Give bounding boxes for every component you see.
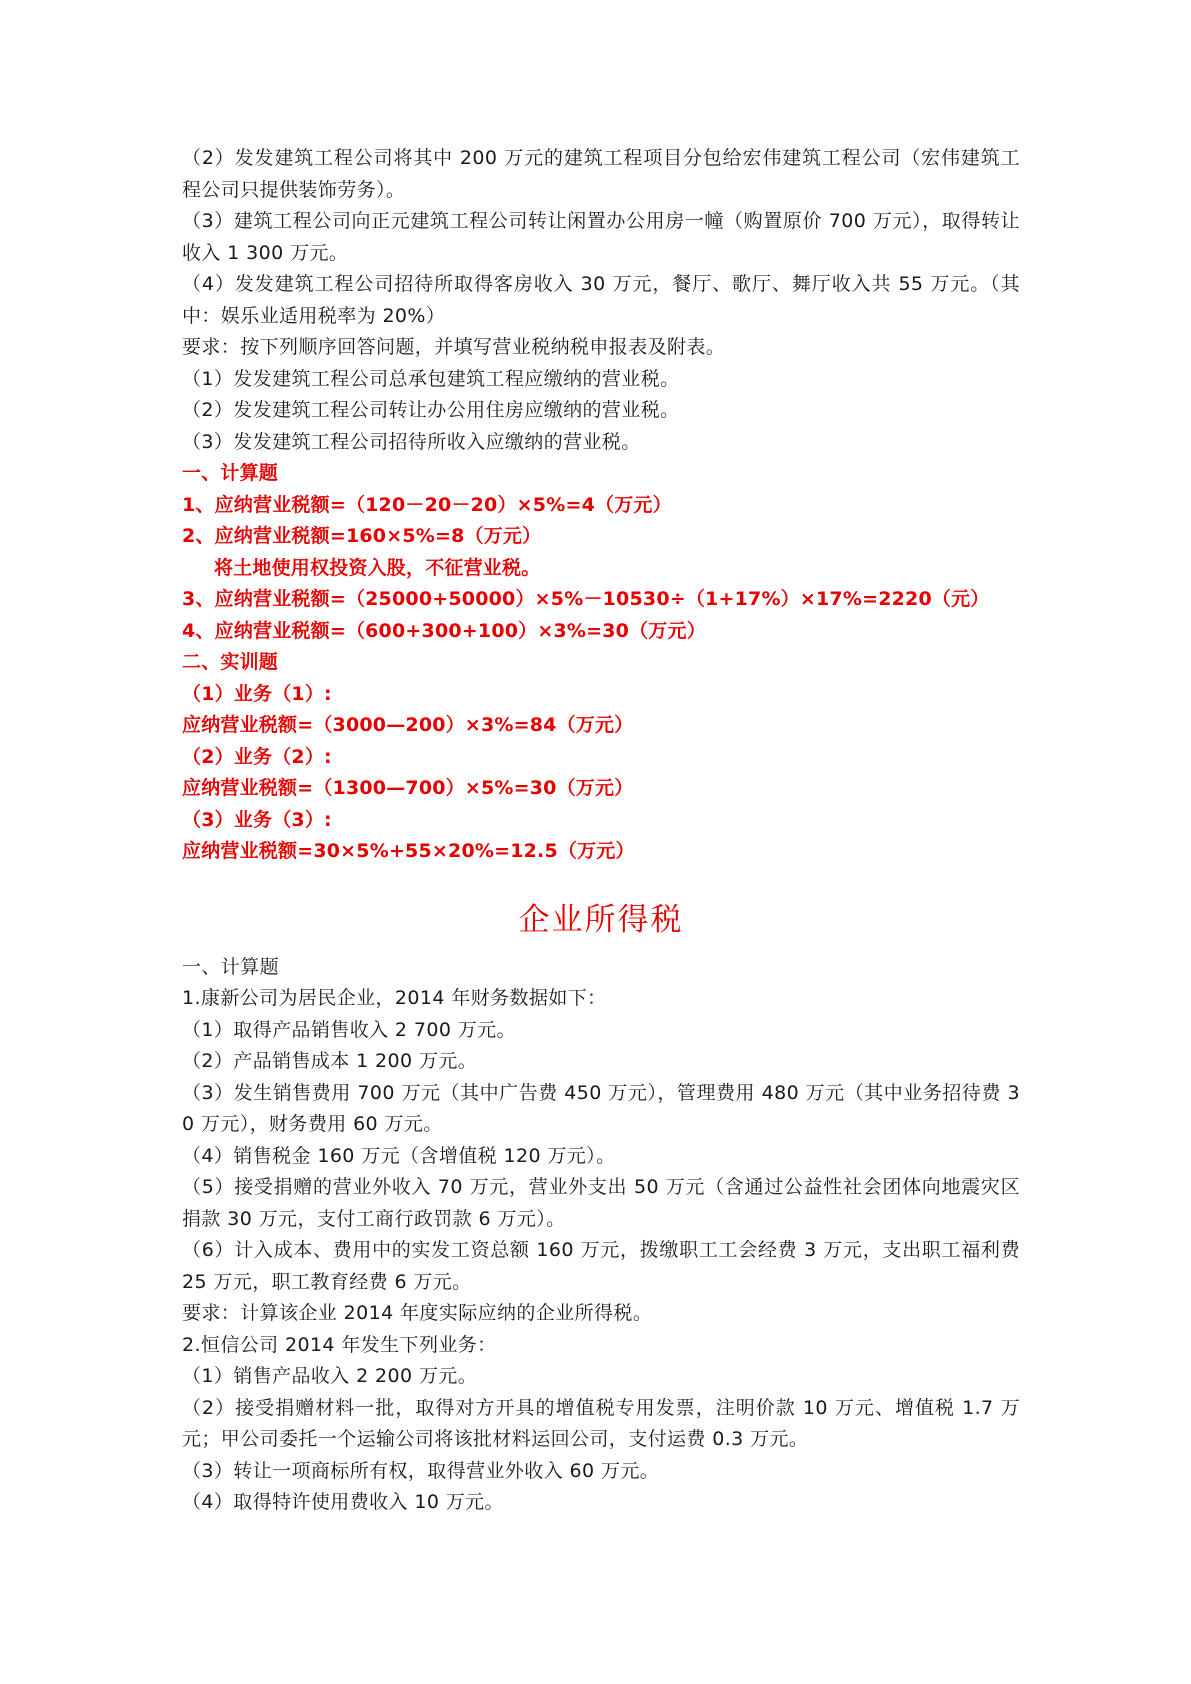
paragraph: 要求：计算该企业 2014 年度实际应纳的企业所得税。 bbox=[182, 1302, 653, 1324]
answer-line: 应纳营业税额=30×5%+55×20%=12.5（万元） bbox=[182, 840, 635, 862]
paragraph: 1.康新公司为居民企业，2014 年财务数据如下： bbox=[182, 987, 607, 1009]
document-body bbox=[182, 143, 1020, 1519]
paragraph: （4）发发建筑工程公司招待所取得客房收入 30 万元，餐厅、歌厅、舞厅收入共 55 万元。（其中：娱乐业适用税率为 20%） bbox=[182, 273, 1020, 327]
answer-line: 3、应纳营业税额=（25000+50000）×5%－10530÷（1+17%）×17%=2220（元） bbox=[182, 588, 990, 610]
answer-line: 应纳营业税额=（1300—700）×5%=30（万元） bbox=[182, 777, 634, 799]
paragraph: （3）转让一项商标所有权，取得营业外收入 60 万元。 bbox=[182, 1459, 660, 1482]
paragraph: （6）计入成本、费用中的实发工资总额 160 万元，拨缴职工工会经费 3 万元，支出职工福利费 25 万元，职工教育经费 6 万元。 bbox=[182, 1239, 1020, 1293]
answer-line: 2、应纳营业税额=160×5%=8（万元） bbox=[182, 525, 542, 547]
answer-line: 4、应纳营业税额=（600+300+100）×3%=30（万元） bbox=[182, 619, 706, 642]
paragraph: （5）接受捐赠的营业外收入 70 万元，营业外支出 50 万元（含通过公益性社会团体向地震灾区捐款 30 万元，支付工商行政罚款 6 万元）。 bbox=[182, 1176, 1020, 1230]
paragraph: （1）销售产品收入 2 200 万元。 bbox=[182, 1365, 478, 1387]
answer-line: 应纳营业税额=（3000—200）×3%=84（万元） bbox=[182, 714, 634, 736]
paragraph: 一、计算题 bbox=[182, 955, 280, 978]
answer-label: （3）业务（3）: bbox=[182, 808, 332, 831]
paragraph: （2）发发建筑工程公司转让办公用住房应缴纳的营业税。 bbox=[182, 399, 680, 421]
paragraph: （4）销售税金 160 万元（含增值税 120 万元）。 bbox=[182, 1144, 616, 1167]
paragraph: （2）发发建筑工程公司将其中 200 万元的建筑工程项目分包给宏伟建筑工程公司（宏伟建筑工程公司只提供装饰劳务）。 bbox=[182, 147, 1020, 201]
answer-heading-calc: 一、计算题 bbox=[182, 462, 279, 484]
paragraph: （2）产品销售成本 1 200 万元。 bbox=[182, 1050, 478, 1072]
paragraph: 要求：按下列顺序回答问题，并填写营业税纳税申报表及附表。 bbox=[182, 336, 726, 358]
paragraph: （2）接受捐赠材料一批，取得对方开具的增值税专用发票，注明价款 10 万元、增值税 1.7 万元；甲公司委托一个运输公司将该批材料运回公司，支付运费 0.3 万元。 bbox=[182, 1396, 1020, 1450]
paragraph: （3）建筑工程公司向正元建筑工程公司转让闲置办公用房一幢（购置原价 700 万元），取得转让收入 1 300 万元。 bbox=[182, 210, 1020, 264]
paragraph: （1）取得产品销售收入 2 700 万元。 bbox=[182, 1018, 516, 1041]
answer-heading-practice: 二、实训题 bbox=[182, 651, 279, 673]
answer-label: （1）业务（1）: bbox=[182, 682, 332, 705]
paragraph: （3）发生销售费用 700 万元（其中广告费 450 万元），管理费用 480 万元（其中业务招待费 30 万元），财务费用 60 万元。 bbox=[182, 1081, 1020, 1135]
answer-label: （2）业务（2）: bbox=[182, 745, 332, 768]
paragraph: 2.恒信公司 2014 年发生下列业务： bbox=[182, 1333, 497, 1356]
answer-note: 将土地使用权投资入股，不征营业税。 bbox=[214, 556, 541, 579]
answer-line: 1、应纳营业税额=（120－20－20）×5%=4（万元） bbox=[182, 493, 672, 516]
paragraph: （3）发发建筑工程公司招待所收入应缴纳的营业税。 bbox=[182, 430, 641, 453]
paragraph: （4）取得特许使用费收入 10 万元。 bbox=[182, 1491, 504, 1513]
section-title-wrap bbox=[182, 868, 1020, 952]
section-title: 企业所得税 bbox=[518, 901, 684, 938]
paragraph: （1）发发建筑工程公司总承包建筑工程应缴纳的营业税。 bbox=[182, 367, 680, 390]
